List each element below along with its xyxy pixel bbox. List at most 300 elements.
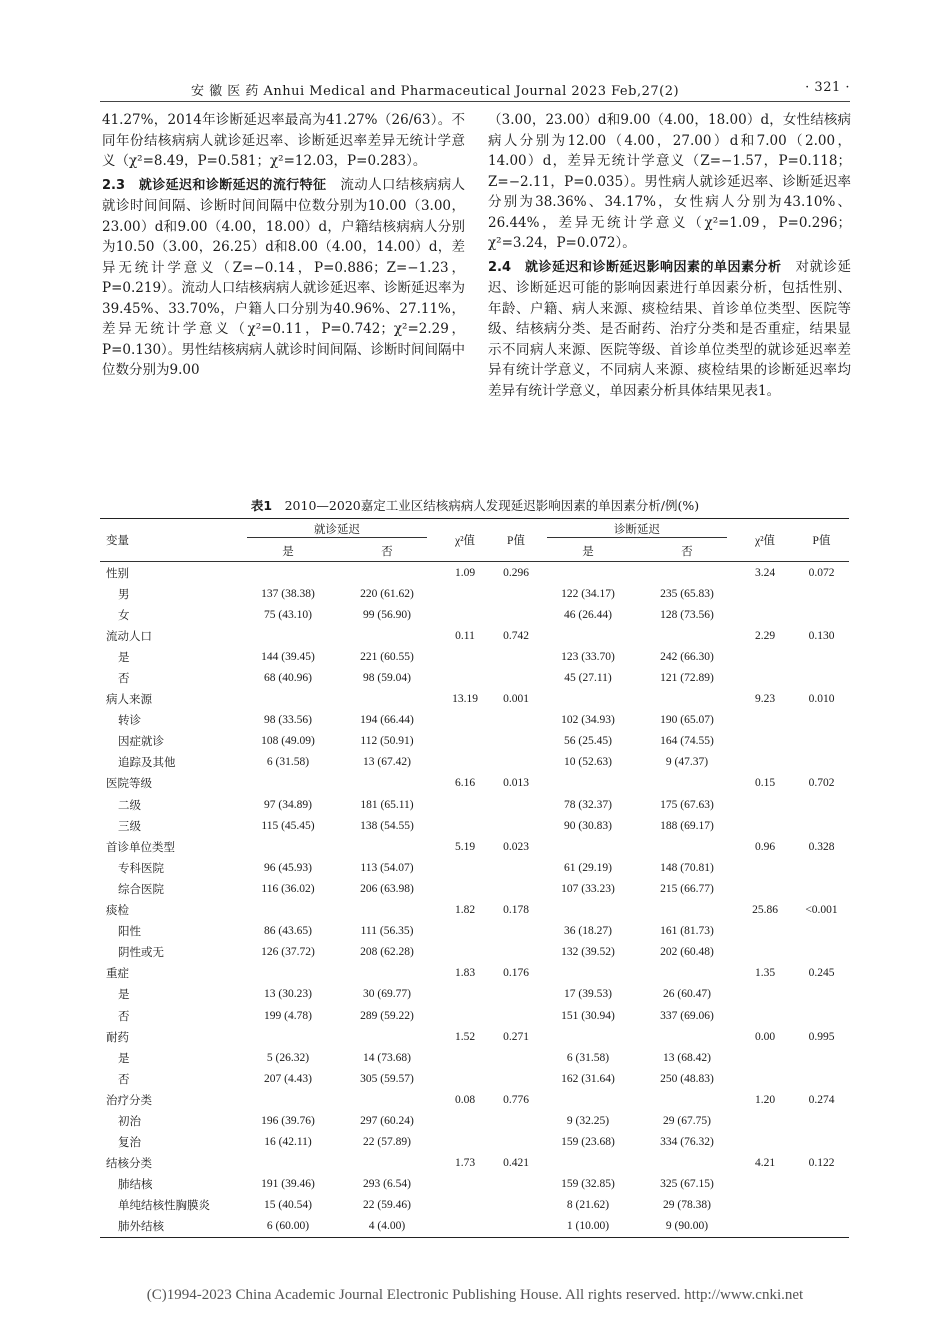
cell-vn [338,689,436,710]
cell-vp [494,1068,538,1089]
cell-dp [794,984,849,1005]
table-row [100,836,849,857]
cell-vp [494,1047,538,1068]
cell-vp [494,583,538,604]
cell-vp [494,1174,538,1195]
cell-dy [538,689,638,710]
cell-vn: 208 (62.28) [360,946,414,959]
row-category-label: 否 [118,1010,130,1023]
cell-dn: 202 (60.48) [660,946,714,959]
cell-dy: 151 (30.94) [561,1009,615,1022]
cell-dn [638,773,736,794]
cell-vy: 144 (39.45) [261,650,315,663]
cell-dp [794,667,849,688]
table-row [100,815,849,836]
table-row [100,1174,849,1195]
cell-vn [338,625,436,646]
cell-dchi: 1.35 [754,967,776,980]
cell-dchi: 9.23 [754,693,776,706]
cell-vp [494,984,538,1005]
cell-vchi [436,1216,494,1238]
col-diag-p: P值 [794,519,849,562]
journal-title: 安 徽 医 药 Anhui Medical and Pharmaceutical Journal 2023 Feb,27(2) [190,84,680,99]
cell-vchi [436,604,494,625]
cell-vn: 113 (54.07) [360,861,414,874]
cell-vchi: 6.16 [454,777,476,790]
cell-dchi: 4.21 [754,1157,776,1170]
cell-vy: 196 (39.76) [261,1114,315,1127]
cell-dn: 334 (76.32) [660,1136,714,1149]
cell-dy [538,963,638,984]
diag-delay-label: 诊断延迟 [547,521,727,538]
cell-dy: 36 (18.27) [564,925,612,938]
cell-vy [238,1089,338,1110]
cell-vy: 86 (43.65) [264,925,312,938]
row-variable-label: 流动人口 [106,630,152,643]
cell-vn [338,963,436,984]
cell-vchi [436,1174,494,1195]
cell-dy [538,836,638,857]
section-2-3-body: 流动人口结核病病人就诊时间间隔、诊断时间间隔中位数分别为10.00（3.00，23.00）d和9.00（4.00，18.00）d，户籍结核病病人分别为10.50（3.00，26.25）d和8.00（4.00，14.00）d，差异无统计学意义（Z=−0.14，P=0.886；Z=−1.23，P=0.219）。流动人口结核病病人就诊延迟率、诊断延迟率为39.45%、33.70%，户籍人口分别为40.96%、27.11%，差异无统计学意义（χ²=0.11，P=0.742；χ²=2.29，P=0.130）。男性结核病病人就诊时间间隔、诊断时间间隔中位数分别为9.00 [102,176,466,378]
table-row [100,1195,849,1216]
row-category-label: 男 [118,588,130,601]
cell-dn [638,900,736,921]
cell-dn: 29 (78.38) [663,1199,711,1212]
cell-dchi [736,1216,794,1238]
cell-vchi [436,646,494,667]
cell-vy: 98 (33.56) [264,714,312,727]
cell-dp [794,1068,849,1089]
cell-dy [538,562,638,584]
cell-vp [494,942,538,963]
cell-dy: 159 (32.85) [561,1178,615,1191]
table-row [100,583,849,604]
cell-dy: 122 (34.17) [561,587,615,600]
cell-vn: 14 (73.68) [363,1051,411,1064]
cell-vn: 289 (59.22) [360,1009,414,1022]
cell-dn: 128 (73.56) [660,608,714,621]
table-row [100,1216,849,1238]
cell-dn: 13 (68.42) [663,1051,711,1064]
cell-dp: 0.130 [808,629,835,642]
cell-vy: 97 (34.89) [264,798,312,811]
cell-dchi [736,1005,794,1026]
cell-vp: 0.176 [503,967,529,980]
cell-vy: 126 (37.72) [261,946,315,959]
row-variable-label: 首诊单位类型 [106,841,175,854]
cell-dchi [736,731,794,752]
cell-vn: 99 (56.90) [363,608,411,621]
row-category-label: 女 [118,609,130,622]
cell-dp [794,583,849,604]
table-row [100,710,849,731]
cell-vn: 22 (59.46) [363,1199,411,1212]
cell-dy: 9 (32.25) [566,1114,610,1127]
cell-dp [794,604,849,625]
cell-dchi [736,1195,794,1216]
section-2-3-heading: 2.3 就诊延迟和诊断延迟的流行特征 [102,177,327,193]
table-row [100,1068,849,1089]
row-category-label: 否 [118,673,130,686]
row-category-label: 单纯结核性胸膜炎 [118,1200,210,1213]
cell-dp [794,1110,849,1131]
cell-dp [794,815,849,836]
cell-vchi: 1.82 [454,904,476,917]
table-row [100,1026,849,1047]
cell-dp [794,646,849,667]
table-row [100,900,849,921]
cell-vn [338,1153,436,1174]
cell-dn: 215 (66.77) [660,882,714,895]
table-row [100,752,849,773]
cell-dchi [736,667,794,688]
cell-vp [494,731,538,752]
table-row [100,857,849,878]
cell-dn [638,689,736,710]
cell-dchi [736,583,794,604]
row-category-label: 追踪及其他 [118,757,176,770]
cell-vy [238,900,338,921]
cell-vn: 13 (67.42) [363,756,411,769]
section-2-4 [488,257,851,402]
cell-vp [494,1005,538,1026]
cell-vp [494,646,538,667]
cell-vchi: 1.73 [454,1157,476,1170]
table-row [100,1089,849,1110]
table-row [100,689,849,710]
cell-vy [238,836,338,857]
cell-dy: 17 (39.53) [564,988,612,1001]
cell-dy: 107 (33.23) [561,882,615,895]
cell-dchi: 0.00 [754,1030,776,1043]
table-caption [100,496,850,514]
row-variable-label: 病人来源 [106,694,152,707]
table-row [100,942,849,963]
table-row [100,667,849,688]
cell-dn: 29 (67.75) [663,1114,711,1127]
row-variable-label: 性别 [106,567,129,580]
cell-dn: 175 (67.63) [660,798,714,811]
cell-dn [638,836,736,857]
cell-vp [494,710,538,731]
cell-vy: 75 (43.10) [264,608,312,621]
cell-dn: 250 (48.83) [660,1072,714,1085]
cell-vp: 0.296 [503,566,529,579]
row-variable-label: 医院等级 [106,778,152,791]
cell-dp [794,1005,849,1026]
table-row [100,921,849,942]
cell-vy: 15 (40.54) [264,1199,312,1212]
cell-dchi [736,921,794,942]
cell-vy [238,1153,338,1174]
cell-vn: 297 (60.24) [360,1114,414,1127]
cell-vn: 181 (65.11) [360,798,414,811]
cell-dp: <0.001 [805,904,838,917]
cell-vy: 108 (49.09) [261,735,315,748]
cell-vn: 305 (59.57) [360,1072,414,1085]
cell-dchi: 1.20 [754,1093,776,1106]
cell-dn: 148 (70.81) [660,861,714,874]
cell-vchi [436,1195,494,1216]
cell-vp [494,1132,538,1153]
cell-vy: 207 (4.43) [264,1072,312,1085]
cell-vp [494,878,538,899]
col-visit-chi: χ²值 [436,519,494,562]
cell-vchi [436,1005,494,1026]
cell-vchi: 0.11 [455,629,475,642]
row-category-label: 专科医院 [118,862,164,875]
cell-dy: 45 (27.11) [564,672,612,685]
cell-dp [794,921,849,942]
cell-vp [494,1110,538,1131]
cell-dn [638,1089,736,1110]
cell-vp: 0.742 [503,629,529,642]
cell-vn: 4 (4.00) [338,1216,436,1238]
cell-dy: 8 (21.62) [566,1199,610,1212]
cell-vp [494,794,538,815]
cell-dn [638,1153,736,1174]
cell-vn: 111 (56.35) [360,925,414,938]
cell-vp [494,815,538,836]
cell-vchi [436,583,494,604]
col-diag-chi: χ²值 [736,519,794,562]
cell-dn: 161 (81.73) [660,925,714,938]
cell-vp: 0.001 [503,693,529,706]
table-row [100,604,849,625]
cell-vn [338,836,436,857]
cell-dn: 235 (65.83) [660,587,714,600]
cell-dy: 6 (31.58) [566,1051,610,1064]
cell-dchi [736,794,794,815]
cell-dchi [736,942,794,963]
factor-table [100,518,849,1238]
cell-dchi [736,878,794,899]
cell-vp: 0.776 [503,1093,529,1106]
cell-vchi [436,942,494,963]
cell-vp [494,921,538,942]
cell-vchi [436,857,494,878]
header-row-1 [100,519,849,541]
row-category-label: 是 [118,1052,130,1065]
cell-dy: 56 (25.45) [564,735,612,748]
cell-vy: 13 (30.23) [264,988,312,1001]
cell-vchi [436,710,494,731]
cell-dn: 9 (47.37) [665,756,709,769]
cell-dn: 9 (90.00) [638,1216,736,1238]
cell-dy: 123 (33.70) [561,650,615,663]
row-variable-label: 结核分类 [106,1158,152,1171]
cell-dchi: 2.29 [754,629,776,642]
cell-vchi [436,921,494,942]
cell-vn: 112 (50.91) [360,735,414,748]
cell-dy: 90 (30.83) [564,819,612,832]
cell-dchi [736,1174,794,1195]
cell-dy [538,1089,638,1110]
cell-vchi: 0.08 [454,1093,476,1106]
cell-vchi [436,1132,494,1153]
cell-dchi [736,984,794,1005]
cell-vchi [436,752,494,773]
cell-vy [238,689,338,710]
cell-dchi [736,752,794,773]
header-rule [100,101,850,102]
cell-vy: 68 (40.96) [264,672,312,685]
cell-dchi [736,815,794,836]
cell-dn: 337 (69.06) [660,1009,714,1022]
cell-dchi: 25.86 [752,904,778,917]
cell-vchi [436,667,494,688]
cell-dp: 0.274 [808,1093,835,1106]
cell-dy: 102 (34.93) [561,714,615,727]
cell-dchi: 0.96 [754,840,776,853]
cell-dchi [736,710,794,731]
table-row [100,1047,849,1068]
row-category-label: 阴性或无 [118,947,164,960]
cell-dy: 159 (23.68) [561,1136,615,1149]
cell-vp [494,604,538,625]
cell-vy [238,773,338,794]
row-variable-label: 重症 [106,968,129,981]
cell-vp: 0.421 [503,1157,529,1170]
cell-dy: 46 (26.44) [564,608,612,621]
section-2-4-heading: 2.4 就诊延迟和诊断延迟影响因素的单因素分析 [488,259,782,275]
cell-dy [538,773,638,794]
cell-vy: 137 (38.38) [261,587,315,600]
cell-dchi [736,646,794,667]
table-row [100,773,849,794]
cell-dy: 61 (29.19) [564,861,612,874]
row-category-label: 因症就诊 [118,736,164,749]
cell-vn: 206 (63.98) [360,882,414,895]
cell-vp [494,1216,538,1238]
cell-dp [794,710,849,731]
cell-vchi: 5.19 [454,840,476,853]
cell-dy: 1 (10.00) [538,1216,638,1238]
table-row [100,1153,849,1174]
cell-vy: 115 (45.45) [261,819,315,832]
cell-vchi: 13.19 [452,693,478,706]
cell-vn: 138 (54.55) [360,819,414,832]
cell-vy: 5 (26.32) [266,1051,310,1064]
cell-dp: 0.010 [808,693,835,706]
col-visit-p: P值 [494,519,538,562]
running-header [100,78,850,100]
table-row [100,562,849,584]
cell-dy: 10 (52.63) [564,756,612,769]
cell-dp: 0.995 [808,1030,835,1043]
table-row [100,984,849,1005]
row-category-label: 是 [118,651,130,664]
col-group-visit-delay [238,519,436,541]
page-number: · 321 · [805,80,850,95]
row-category-label: 肺外结核 [100,1216,238,1238]
table-caption-label: 表1 [250,498,273,513]
cell-dp [794,857,849,878]
cell-vp [494,752,538,773]
cell-dp [794,731,849,752]
cell-dy [538,625,638,646]
cell-vy: 6 (60.00) [238,1216,338,1238]
row-category-label: 初治 [118,1115,141,1128]
cell-vp: 0.013 [503,777,529,790]
right-column [488,110,851,404]
cell-vchi [436,1068,494,1089]
cell-dchi: 3.24 [754,566,776,579]
cell-dp [794,942,849,963]
table-row [100,794,849,815]
row-category-label: 复治 [118,1137,141,1150]
left-paragraph-1: 41.27%，2014年诊断延迟率最高为41.27%（26/63）。不同年份结核病病人就诊延迟率、诊断延迟率差异无统计学意义（χ²=8.49，P=0.581；χ²=12.03，P=0.283）。 [102,112,465,169]
cell-vn [338,1089,436,1110]
cell-vn: 98 (59.04) [363,672,411,685]
cell-vchi [436,1110,494,1131]
cell-vn: 220 (61.62) [360,587,414,600]
cell-dn [638,963,736,984]
cell-vchi: 1.52 [454,1030,476,1043]
cell-vy: 6 (31.58) [266,756,310,769]
col-group-diag-delay [538,519,736,541]
row-category-label: 三级 [118,820,141,833]
table-row [100,646,849,667]
cell-vn: 293 (6.54) [363,1178,411,1191]
cell-dn: 121 (72.89) [660,672,714,685]
row-variable-label: 痰检 [106,905,129,918]
cell-vy: 96 (45.93) [264,861,312,874]
cell-vy: 199 (4.78) [264,1009,312,1022]
col-variable: 变量 [100,519,238,562]
cell-dp [794,1132,849,1153]
cell-dy [538,1153,638,1174]
cell-dchi: 0.15 [754,777,776,790]
right-paragraph-1: （3.00，23.00）d和9.00（4.00，18.00）d，女性结核病病人分别为12.00（4.00，27.00）d和7.00（2.00，14.00）d，差异无统计学意义（Z=−1.57，P=0.118；Z=−2.11，P=0.035）。男性病人就诊延迟率、诊断延迟率分别为38.36%、34.17%，女性病人分别为43.10%、26.44%，差异无统计学意义（χ²=1.09，P=0.296；χ²=3.24，P=0.072）。 [488,112,851,251]
cell-dy [538,900,638,921]
cell-vchi: 1.09 [454,566,476,579]
col-diag-yes: 是 [538,540,638,562]
cell-dp: 0.702 [808,777,835,790]
cell-vn: 221 (60.55) [360,650,414,663]
cell-dn: 190 (65.07) [660,714,714,727]
cell-dchi [736,604,794,625]
row-category-label: 综合医院 [118,883,164,896]
table-row [100,1132,849,1153]
cell-dp [794,1174,849,1195]
cell-vchi [436,1047,494,1068]
cell-dp: 0.245 [808,967,835,980]
cell-dy: 132 (39.52) [561,946,615,959]
cell-vy [238,562,338,584]
cell-vp: 0.023 [503,840,529,853]
table-row [100,625,849,646]
cell-dn: 188 (69.17) [660,819,714,832]
cell-vn: 30 (69.77) [363,988,411,1001]
cell-vchi [436,731,494,752]
cell-vn [338,773,436,794]
cell-vy: 16 (42.11) [264,1136,312,1149]
cell-dn [638,1026,736,1047]
cell-vp: 0.178 [503,904,529,917]
cell-vchi [436,984,494,1005]
cell-vp [494,1195,538,1216]
cell-dn: 164 (74.55) [660,735,714,748]
cell-vy: 191 (39.46) [261,1178,315,1191]
cell-vchi: 1.83 [454,967,476,980]
cell-dp [794,1195,849,1216]
cell-vy [238,1026,338,1047]
cell-vy [238,625,338,646]
cell-vn [338,1026,436,1047]
cell-dchi [736,1068,794,1089]
section-2-3 [102,175,465,381]
